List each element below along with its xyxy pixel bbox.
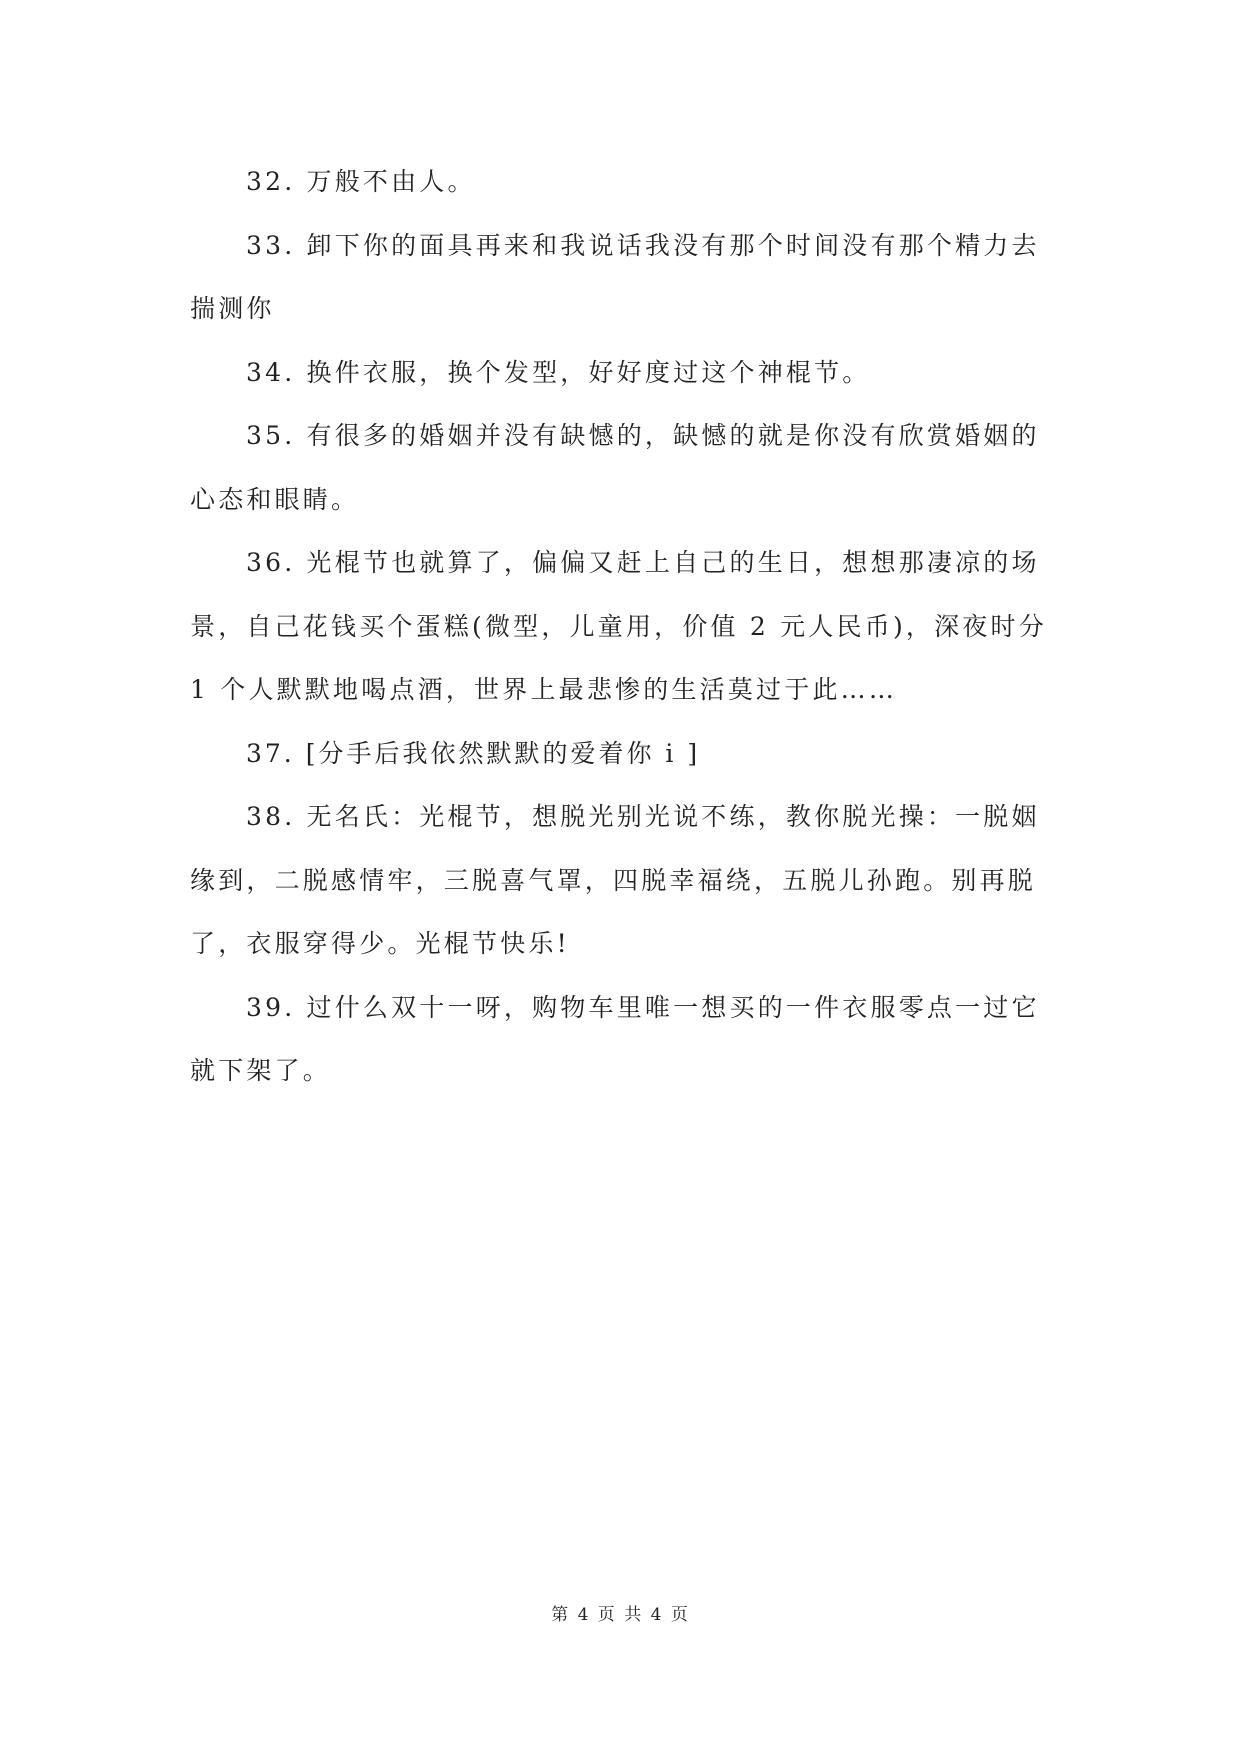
list-item: 36. 光棍节也就算了，偏偏又赶上自己的生日，想想那凄凉的场景，自己花钱买个蛋糕(微型，儿童用，价值 2 元人民币)，深夜时分 1 个人默默地喝点酒，世界上最悲惨的生活莫过于此……: [190, 548, 1047, 704]
list-item: 34. 换件衣服，换个发型，好好度过这个神棍节。: [246, 357, 871, 387]
page-number: 第 4 页 共 4 页: [551, 1605, 690, 1625]
document-body: [190, 150, 1060, 1103]
list-item: 38. 无名氏：光棍节，想脱光别光说不练，教你脱光操：一脱姻缘到，二脱感情牢，三脱喜气罩，四脱幸福绕，五脱儿孙跑。别再脱了，衣服穿得少。光棍节快乐!: [190, 802, 1040, 958]
list-item: 39. 过什么双十一呀，购物车里唯一想买的一件衣服零点一过它就下架了。: [190, 992, 1040, 1085]
list-item: 35. 有很多的婚姻并没有缺憾的，缺憾的就是你没有欣赏婚姻的心态和眼睛。: [190, 421, 1040, 514]
list-item: 33. 卸下你的面具再来和我说话我没有那个时间没有那个精力去揣测你: [190, 230, 1040, 323]
list-item: 37. [分手后我依然默默的爱着你 i ]: [246, 738, 701, 768]
list-item: 32. 万般不由人。: [246, 167, 476, 196]
page-footer: [0, 1600, 1241, 1625]
